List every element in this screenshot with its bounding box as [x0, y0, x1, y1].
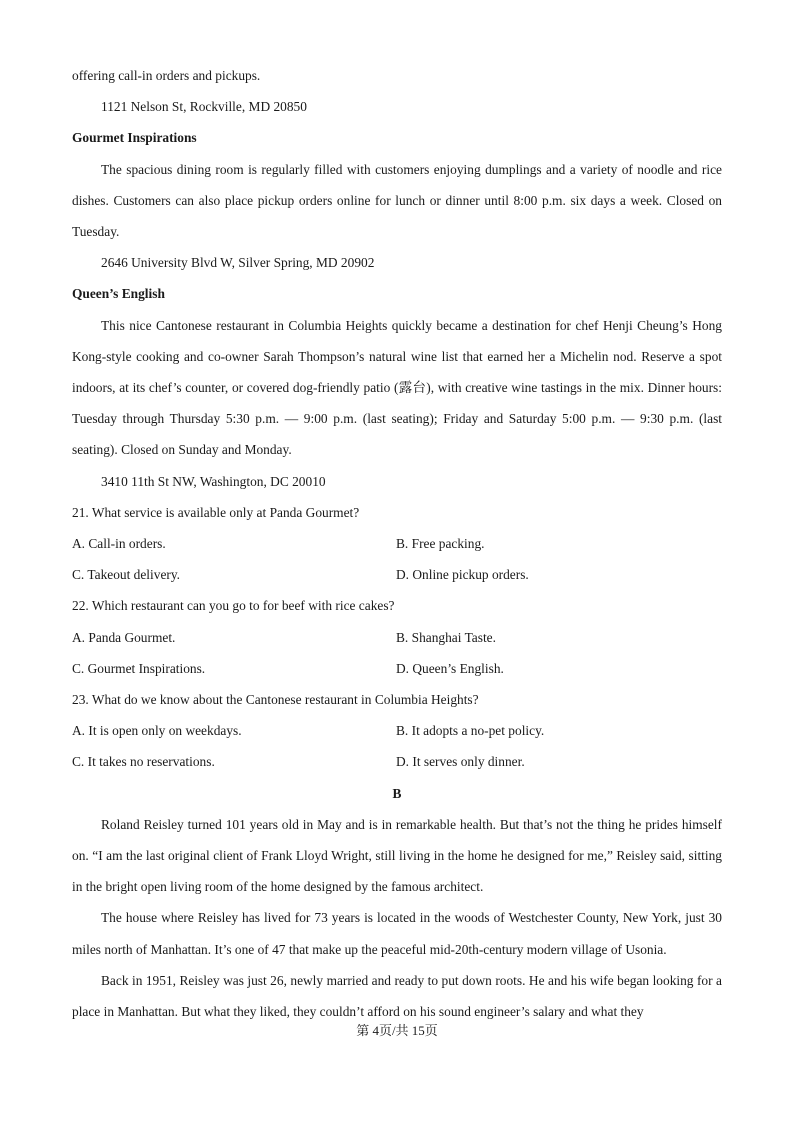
queens-english-address: 3410 11th St NW, Washington, DC 20010	[101, 473, 326, 489]
option-b: B. It adopts a no-pet policy.	[396, 723, 545, 739]
section-b-title: B	[392, 785, 402, 801]
gourmet-inspirations-description: The spacious dining room is regularly filled with customers enjoying dumplings and a variety of noodle and rice dishes. Customers can also place pickup orders online for lunch or dinner until 8:00 p.m. six days a week. Closed on Tuesday.	[72, 161, 722, 240]
answer-options	[72, 622, 722, 684]
gourmet-inspirations-heading: Gourmet Inspirations	[72, 130, 197, 146]
queens-english-description: This nice Cantonese restaurant in Columbia Heights quickly became a destination for chef Henji Cheung’s Hong Kong-style cooking and co-owner Sarah Thompson’s natural wine list that earned her a Michelin nod. Reserve a spot indoors, at its chef’s counter, or covered dog-friendly patio (露台), with creative wine tastings in the mix. Dinner hours: Tuesday through Thursday 5:30 p.m. — 9:00 p.m. (last seating); Friday and Saturday 5:00 p.m. — 9:30 p.m. (last seating). Closed on Sunday and Monday.	[72, 317, 722, 458]
gourmet-inspirations-address: 2646 University Blvd W, Silver Spring, MD 20902	[101, 255, 375, 271]
option-c: C. It takes no reservations.	[72, 754, 215, 770]
option-b: B. Free packing.	[396, 536, 485, 552]
question-stem: 22. Which restaurant can you go to for beef with rice cakes?	[72, 598, 395, 614]
option-a: A. Panda Gourmet.	[72, 629, 176, 645]
passage-a-opening-line: offering call-in orders and pickups.	[72, 68, 261, 83]
document-page	[72, 60, 722, 1027]
answer-options	[72, 528, 722, 590]
page-number-footer: 第 4页/共 15页	[356, 1023, 438, 1038]
queens-english-heading: Queen’s English	[72, 286, 165, 302]
question-23	[72, 684, 722, 778]
panda-gourmet-address: 1121 Nelson St, Rockville, MD 20850	[101, 99, 307, 115]
answer-options	[72, 715, 722, 777]
option-d: D. It serves only dinner.	[396, 754, 525, 770]
question-22	[72, 590, 722, 684]
option-a: A. Call-in orders.	[72, 536, 166, 552]
question-21	[72, 497, 722, 591]
option-c: C. Gourmet Inspirations.	[72, 660, 206, 676]
option-d: D. Online pickup orders.	[396, 567, 529, 583]
option-d: D. Queen’s English.	[396, 660, 504, 676]
question-stem: 23. What do we know about the Cantonese restaurant in Columbia Heights?	[72, 692, 479, 708]
option-a: A. It is open only on weekdays.	[72, 723, 242, 739]
passage-b-paragraph: Roland Reisley turned 101 years old in May and is in remarkable health. But that’s not the thing he prides himself on. “I am the last original client of Frank Lloyd Wright, still living in the home he designed for me,” Reisley said, sitting in the bright open living room of the home designed by the famous architect.	[72, 816, 722, 895]
question-stem: 21. What service is available only at Panda Gourmet?	[72, 504, 360, 520]
passage-b-paragraph: Back in 1951, Reisley was just 26, newly married and ready to put down roots. He and his wife began looking for a place in Manhattan. But what they liked, they couldn’t afford on his sound engineer’s salary and what they	[72, 972, 722, 1020]
option-b: B. Shanghai Taste.	[396, 629, 496, 645]
option-c: C. Takeout delivery.	[72, 567, 181, 583]
passage-b-paragraph: The house where Reisley has lived for 73 years is located in the woods of Westchester County, New York, just 30 miles north of Manhattan. It’s one of 47 that make up the peaceful mid-20th-century modern village of Usonia.	[72, 910, 722, 957]
